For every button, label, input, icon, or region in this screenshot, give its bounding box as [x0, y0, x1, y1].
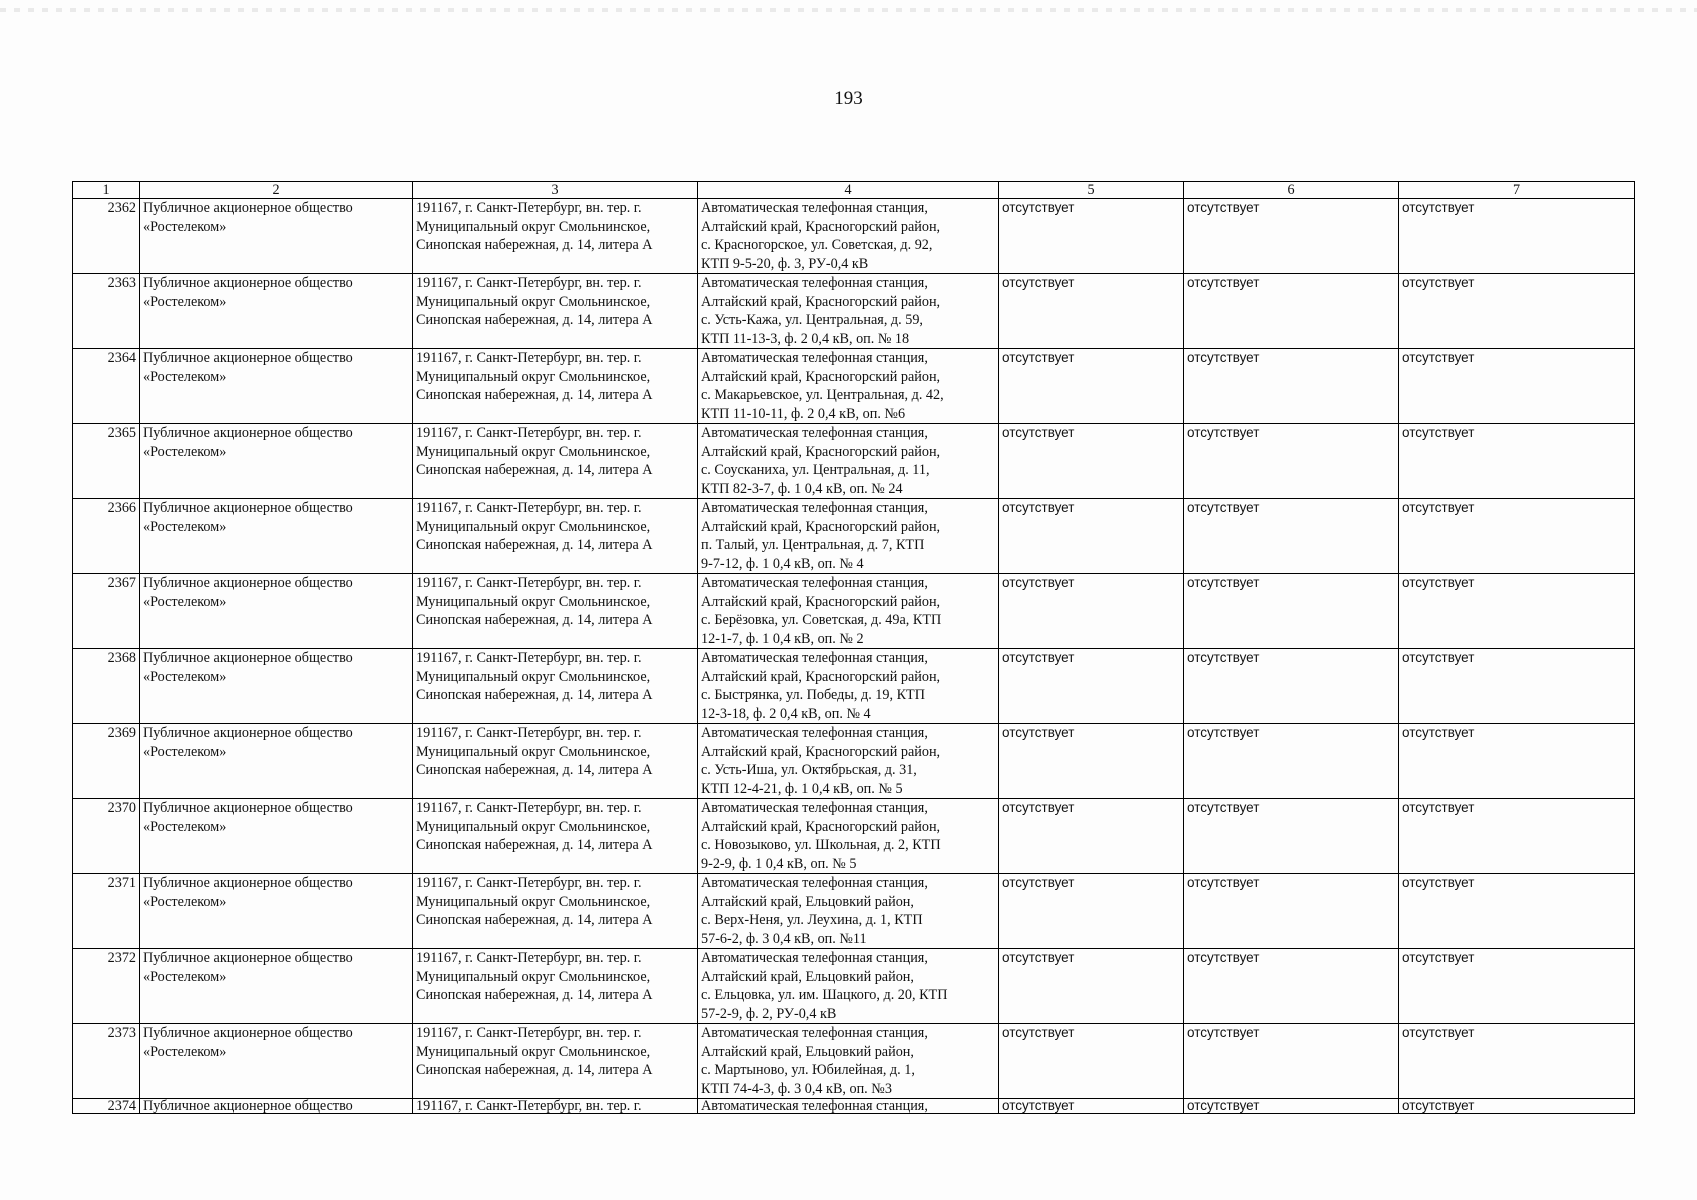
table-row	[73, 649, 1635, 724]
address-line: Муниципальный округ Смольнинское,	[416, 1043, 651, 1060]
object-line: п. Талый, ул. Центральная, д. 7, КТП	[701, 537, 925, 553]
address-line: Синопская набережная, д. 14, литера А	[416, 987, 653, 1003]
object-line: с. Красногорское, ул. Советская, д. 92,	[701, 237, 933, 253]
status-cell-c6: отсутствует	[1184, 574, 1399, 649]
owner-line: «Ростелеком»	[143, 968, 227, 985]
object-line: Алтайский край, Красногорский район,	[701, 368, 941, 385]
address-cell	[413, 1024, 698, 1099]
object-line: Автоматическая телефонная станция,	[701, 950, 928, 966]
object-line: Автоматическая телефонная станция,	[701, 275, 928, 291]
status-cell-c7: отсутствует	[1399, 199, 1635, 274]
owner-line: Публичное акционерное общество	[143, 200, 353, 216]
object-cell	[698, 949, 999, 1024]
address-line: Синопская набережная, д. 14, литера А	[416, 837, 653, 853]
object-cell	[698, 649, 999, 724]
object-line: с. Усть-Иша, ул. Октябрьская, д. 31,	[701, 762, 917, 778]
address-line: Муниципальный округ Смольнинское,	[416, 593, 651, 610]
address-cell	[413, 199, 698, 274]
status-cell-c5: отсутствует	[999, 499, 1184, 574]
address-cell	[413, 724, 698, 799]
object-cell	[698, 1099, 999, 1114]
object-line: КТП 12-4-21, ф. 1 0,4 кВ, оп. № 5	[701, 780, 903, 797]
object-cell	[698, 724, 999, 799]
record-number-cell: 2374	[73, 1099, 140, 1114]
address-line: Синопская набережная, д. 14, литера А	[416, 612, 653, 628]
address-line: 191167, г. Санкт-Петербург, вн. тер. г.	[416, 875, 642, 891]
address-line: Синопская набережная, д. 14, литера А	[416, 537, 653, 553]
status-cell-c7: отсутствует	[1399, 349, 1635, 424]
object-line: Алтайский край, Красногорский район,	[701, 668, 941, 685]
object-line: Алтайский край, Красногорский район,	[701, 443, 941, 460]
owner-line: «Ростелеком»	[143, 1043, 227, 1060]
object-line: Автоматическая телефонная станция,	[701, 575, 928, 591]
object-line: 57-2-9, ф. 2, РУ-0,4 кВ	[701, 1005, 837, 1022]
address-line: Муниципальный округ Смольнинское,	[416, 368, 651, 385]
owner-line: Публичное акционерное общество	[143, 575, 353, 591]
address-line: 191167, г. Санкт-Петербург, вн. тер. г.	[416, 1098, 642, 1114]
status-cell-c7: отсутствует	[1399, 574, 1635, 649]
status-cell-c7: отсутствует	[1399, 424, 1635, 499]
status-cell-c6: отсутствует	[1184, 199, 1399, 274]
object-line: Автоматическая телефонная станция,	[701, 425, 928, 441]
object-line: с. Берёзовка, ул. Советская, д. 49а, КТП	[701, 612, 942, 628]
owner-cell	[140, 1099, 413, 1114]
object-line: Автоматическая телефонная станция,	[701, 500, 928, 516]
table-row	[73, 874, 1635, 949]
address-line: 191167, г. Санкт-Петербург, вн. тер. г.	[416, 650, 642, 666]
object-line: с. Мартыново, ул. Юбилейная, д. 1,	[701, 1062, 915, 1078]
column-header: 7	[1399, 182, 1635, 199]
object-line: Автоматическая телефонная станция,	[701, 650, 928, 666]
address-line: Муниципальный округ Смольнинское,	[416, 518, 651, 535]
address-cell	[413, 274, 698, 349]
object-line: Алтайский край, Ельцовкий район,	[701, 893, 914, 910]
address-line: Муниципальный округ Смольнинское,	[416, 668, 651, 685]
object-line: Автоматическая телефонная станция,	[701, 725, 928, 741]
owner-cell	[140, 274, 413, 349]
status-cell-c6: отсутствует	[1184, 349, 1399, 424]
object-line: 9-2-9, ф. 1 0,4 кВ, оп. № 5	[701, 855, 857, 872]
object-line: Алтайский край, Красногорский район,	[701, 593, 941, 610]
status-cell-c5: отсутствует	[999, 874, 1184, 949]
status-cell-c6: отсутствует	[1184, 1099, 1399, 1114]
owner-line: «Ростелеком»	[143, 293, 227, 310]
address-cell	[413, 874, 698, 949]
status-cell-c5: отсутствует	[999, 949, 1184, 1024]
object-line: Алтайский край, Красногорский район,	[701, 518, 941, 535]
object-line: Алтайский край, Ельцовкий район,	[701, 968, 914, 985]
object-line: Автоматическая телефонная станция,	[701, 800, 928, 816]
address-cell	[413, 349, 698, 424]
status-cell-c7: отсутствует	[1399, 1099, 1635, 1114]
object-cell	[698, 574, 999, 649]
scan-edge-artifact	[0, 8, 1697, 12]
status-cell-c6: отсутствует	[1184, 424, 1399, 499]
owner-line: Публичное акционерное общество	[143, 350, 353, 366]
object-line: КТП 11-13-3, ф. 2 0,4 кВ, оп. № 18	[701, 330, 910, 347]
address-line: 191167, г. Санкт-Петербург, вн. тер. г.	[416, 725, 642, 741]
record-number-cell: 2364	[73, 349, 140, 424]
table-row	[73, 724, 1635, 799]
object-line: с. Ельцовка, ул. им. Шацкого, д. 20, КТП	[701, 987, 948, 1003]
record-number-cell: 2371	[73, 874, 140, 949]
address-cell	[413, 424, 698, 499]
table-row	[73, 499, 1635, 574]
object-line: Алтайский край, Красногорский район,	[701, 218, 941, 235]
object-line: КТП 11-10-11, ф. 2 0,4 кВ, оп. №6	[701, 405, 906, 422]
object-line: КТП 74-4-3, ф. 3 0,4 кВ, оп. №3	[701, 1080, 892, 1097]
owner-cell	[140, 574, 413, 649]
status-cell-c7: отсутствует	[1399, 1024, 1635, 1099]
status-cell-c6: отсутствует	[1184, 1024, 1399, 1099]
column-header: 1	[73, 182, 140, 199]
address-line: 191167, г. Санкт-Петербург, вн. тер. г.	[416, 200, 642, 216]
column-header: 6	[1184, 182, 1399, 199]
status-cell-c5: отсутствует	[999, 349, 1184, 424]
object-line: с. Соусканиха, ул. Центральная, д. 11,	[701, 462, 930, 478]
address-line: Синопская набережная, д. 14, литера А	[416, 387, 653, 403]
owner-line: Публичное акционерное общество	[143, 725, 353, 741]
address-line: Муниципальный округ Смольнинское,	[416, 893, 651, 910]
object-line: с. Верх-Неня, ул. Леухина, д. 1, КТП	[701, 912, 923, 928]
object-line: Алтайский край, Ельцовкий район,	[701, 1043, 914, 1060]
object-line: с. Усть-Кажа, ул. Центральная, д. 59,	[701, 312, 923, 328]
owner-line: Публичное акционерное общество	[143, 275, 353, 291]
object-line: 57-6-2, ф. 3 0,4 кВ, оп. №11	[701, 930, 867, 947]
object-line: КТП 9-5-20, ф. 3, РУ-0,4 кВ	[701, 255, 869, 272]
status-cell-c7: отсутствует	[1399, 874, 1635, 949]
object-line: Алтайский край, Красногорский район,	[701, 818, 941, 835]
table-row	[73, 799, 1635, 874]
owner-cell	[140, 349, 413, 424]
address-cell	[413, 649, 698, 724]
owner-line: Публичное акционерное общество	[143, 650, 353, 666]
address-line: 191167, г. Санкт-Петербург, вн. тер. г.	[416, 950, 642, 966]
record-number-cell: 2362	[73, 199, 140, 274]
status-cell-c7: отсутствует	[1399, 649, 1635, 724]
object-line: Алтайский край, Красногорский район,	[701, 743, 941, 760]
status-cell-c5: отсутствует	[999, 199, 1184, 274]
address-line: Синопская набережная, д. 14, литера А	[416, 912, 653, 928]
object-cell	[698, 799, 999, 874]
status-cell-c5: отсутствует	[999, 574, 1184, 649]
status-cell-c7: отсутствует	[1399, 949, 1635, 1024]
column-header: 5	[999, 182, 1184, 199]
address-line: Синопская набережная, д. 14, литера А	[416, 687, 653, 703]
owner-cell	[140, 1024, 413, 1099]
record-number-cell: 2372	[73, 949, 140, 1024]
status-cell-c6: отсутствует	[1184, 799, 1399, 874]
owner-line: «Ростелеком»	[143, 893, 227, 910]
owner-cell	[140, 724, 413, 799]
owner-cell	[140, 499, 413, 574]
table-row	[73, 1024, 1635, 1099]
object-cell	[698, 499, 999, 574]
address-line: Муниципальный округ Смольнинское,	[416, 818, 651, 835]
address-line: 191167, г. Санкт-Петербург, вн. тер. г.	[416, 425, 642, 441]
owner-line: «Ростелеком»	[143, 668, 227, 685]
status-cell-c5: отсутствует	[999, 799, 1184, 874]
object-line: Автоматическая телефонная станция,	[701, 1098, 928, 1114]
object-cell	[698, 349, 999, 424]
object-line: Алтайский край, Красногорский район,	[701, 293, 941, 310]
record-number-cell: 2363	[73, 274, 140, 349]
address-line: Муниципальный округ Смольнинское,	[416, 218, 651, 235]
object-line: с. Новозыково, ул. Школьная, д. 2, КТП	[701, 837, 941, 853]
owner-line: «Ростелеком»	[143, 818, 227, 835]
table-row	[73, 1099, 1635, 1114]
status-cell-c7: отсутствует	[1399, 799, 1635, 874]
column-header: 4	[698, 182, 999, 199]
status-cell-c6: отсутствует	[1184, 949, 1399, 1024]
object-cell	[698, 1024, 999, 1099]
record-number-cell: 2370	[73, 799, 140, 874]
owner-cell	[140, 799, 413, 874]
object-cell	[698, 874, 999, 949]
status-cell-c7: отсутствует	[1399, 499, 1635, 574]
owner-line: «Ростелеком»	[143, 593, 227, 610]
record-number-cell: 2365	[73, 424, 140, 499]
object-cell	[698, 199, 999, 274]
status-cell-c5: отсутствует	[999, 274, 1184, 349]
object-cell	[698, 424, 999, 499]
owner-line: «Ростелеком»	[143, 443, 227, 460]
address-line: 191167, г. Санкт-Петербург, вн. тер. г.	[416, 500, 642, 516]
owner-cell	[140, 874, 413, 949]
address-cell	[413, 499, 698, 574]
page-number: 193	[834, 88, 863, 109]
address-line: 191167, г. Санкт-Петербург, вн. тер. г.	[416, 275, 642, 291]
object-line: Автоматическая телефонная станция,	[701, 350, 928, 366]
object-line: 9-7-12, ф. 1 0,4 кВ, оп. № 4	[701, 555, 864, 572]
status-cell-c5: отсутствует	[999, 649, 1184, 724]
owner-cell	[140, 424, 413, 499]
status-cell-c6: отсутствует	[1184, 724, 1399, 799]
status-cell-c6: отсутствует	[1184, 649, 1399, 724]
address-line: Синопская набережная, д. 14, литера А	[416, 462, 653, 478]
status-cell-c6: отсутствует	[1184, 274, 1399, 349]
owner-line: Публичное акционерное общество	[143, 800, 353, 816]
object-line: Автоматическая телефонная станция,	[701, 1025, 928, 1041]
address-line: Муниципальный округ Смольнинское,	[416, 968, 651, 985]
address-line: Синопская набережная, д. 14, литера А	[416, 312, 653, 328]
object-line: КТП 82-3-7, ф. 1 0,4 кВ, оп. № 24	[701, 480, 903, 497]
status-cell-c5: отсутствует	[999, 1024, 1184, 1099]
address-cell	[413, 949, 698, 1024]
address-line: Муниципальный округ Смольнинское,	[416, 293, 651, 310]
status-cell-c6: отсутствует	[1184, 874, 1399, 949]
status-cell-c5: отсутствует	[999, 424, 1184, 499]
owner-line: «Ростелеком»	[143, 743, 227, 760]
table-row	[73, 349, 1635, 424]
owner-line: Публичное акционерное общество	[143, 1098, 353, 1114]
owner-line: «Ростелеком»	[143, 518, 227, 535]
address-cell	[413, 574, 698, 649]
object-cell	[698, 274, 999, 349]
status-cell-c6: отсутствует	[1184, 499, 1399, 574]
record-number-cell: 2368	[73, 649, 140, 724]
owner-cell	[140, 949, 413, 1024]
record-number-cell: 2373	[73, 1024, 140, 1099]
owner-cell	[140, 199, 413, 274]
table-row	[73, 574, 1635, 649]
table-row	[73, 274, 1635, 349]
address-line: 191167, г. Санкт-Петербург, вн. тер. г.	[416, 1025, 642, 1041]
owner-line: Публичное акционерное общество	[143, 1025, 353, 1041]
status-cell-c7: отсутствует	[1399, 724, 1635, 799]
record-number-cell: 2369	[73, 724, 140, 799]
record-number-cell: 2366	[73, 499, 140, 574]
owner-line: Публичное акционерное общество	[143, 950, 353, 966]
address-cell	[413, 1099, 698, 1114]
table-row	[73, 199, 1635, 274]
column-header: 3	[413, 182, 698, 199]
address-line: 191167, г. Санкт-Петербург, вн. тер. г.	[416, 800, 642, 816]
owner-line: Публичное акционерное общество	[143, 500, 353, 516]
status-cell-c5: отсутствует	[999, 1099, 1184, 1114]
status-cell-c5: отсутствует	[999, 724, 1184, 799]
owner-line: «Ростелеком»	[143, 368, 227, 385]
object-line: с. Макарьевское, ул. Центральная, д. 42,	[701, 387, 944, 403]
owner-line: «Ростелеком»	[143, 218, 227, 235]
record-number-cell: 2367	[73, 574, 140, 649]
object-line: 12-3-18, ф. 2 0,4 кВ, оп. № 4	[701, 705, 871, 722]
address-line: Синопская набережная, д. 14, литера А	[416, 237, 653, 253]
owner-line: Публичное акционерное общество	[143, 875, 353, 891]
status-cell-c7: отсутствует	[1399, 274, 1635, 349]
address-line: Муниципальный округ Смольнинское,	[416, 443, 651, 460]
address-line: Муниципальный округ Смольнинское,	[416, 743, 651, 760]
object-line: Автоматическая телефонная станция,	[701, 875, 928, 891]
table-row	[73, 424, 1635, 499]
owner-line: Публичное акционерное общество	[143, 425, 353, 441]
column-number-row	[73, 182, 1635, 199]
object-line: с. Быстрянка, ул. Победы, д. 19, КТП	[701, 687, 925, 703]
owner-cell	[140, 649, 413, 724]
register-table	[72, 181, 1635, 1114]
table-row	[73, 949, 1635, 1024]
address-cell	[413, 799, 698, 874]
address-line: Синопская набережная, д. 14, литера А	[416, 762, 653, 778]
object-line: Автоматическая телефонная станция,	[701, 200, 928, 216]
address-line: 191167, г. Санкт-Петербург, вн. тер. г.	[416, 575, 642, 591]
object-line: 12-1-7, ф. 1 0,4 кВ, оп. № 2	[701, 630, 864, 647]
column-header: 2	[140, 182, 413, 199]
address-line: Синопская набережная, д. 14, литера А	[416, 1062, 653, 1078]
address-line: 191167, г. Санкт-Петербург, вн. тер. г.	[416, 350, 642, 366]
